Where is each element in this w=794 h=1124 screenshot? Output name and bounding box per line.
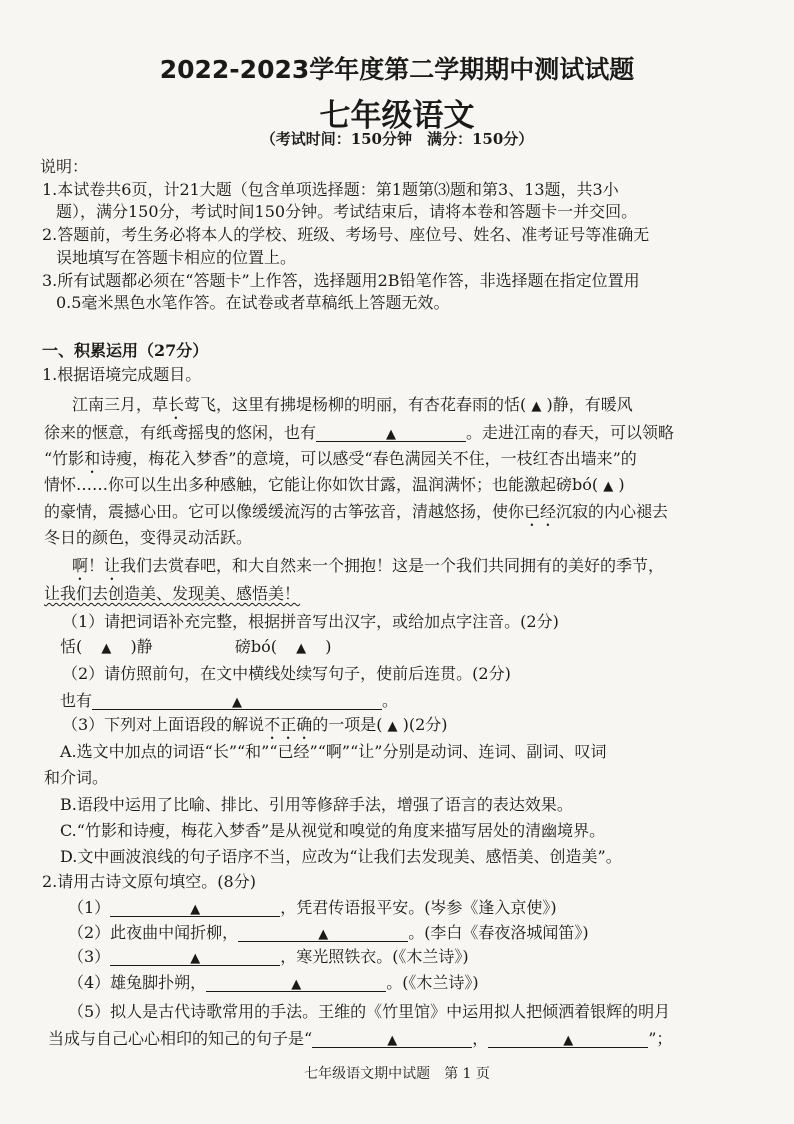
subquestion-2: （2）请仿照前句，在文中横线处续写句子，使前后连贯。(2分) (62, 664, 511, 683)
answer-triangle: ▲ (387, 719, 398, 734)
answer-blank[interactable] (206, 973, 386, 992)
poem-fill-5-answer: 当成与自己心心相印的知己的句子是“ ▲ ， ▲ ”； (48, 1029, 673, 1048)
subquestion-3: （3）下列对上面语段的解说不正确的一项是( ▲ )(2分) (62, 715, 448, 734)
option-c: C.“竹影和诗瘦，梅花入梦香”是从视觉和嗅觉的角度来描写居处的清幽境界。 (60, 821, 606, 840)
answer-triangle: ▲ (190, 951, 201, 966)
answer-triangle: ▲ (387, 1033, 398, 1048)
answer-blank[interactable] (110, 898, 280, 917)
answer-triangle: ▲ (531, 399, 542, 414)
passage-line-2: 徐来的惬意，有纸鸢摇曳的悠闲，也有 ▲ 。走进江南的春天，可以领略 (44, 423, 675, 442)
answer-triangle: ▲ (232, 695, 243, 710)
answer-blank[interactable] (316, 423, 466, 442)
answer-triangle: ▲ (563, 1033, 574, 1048)
passage-line-4: 情怀……你可以生出多种感触，它能让你如饮甘露，温润满怀；也能激起磅bó( ▲ ) (44, 475, 625, 494)
instruction-3a: 3.所有试题都必须在“答题卡”上作答，选择题用2B铅笔作答，非选择题在指定位置用 (42, 271, 640, 290)
page-footer: 七年级语文期中试题 第 1 页 (304, 1066, 490, 1082)
exam-info: （考试时间：150分钟 满分：150分） (260, 130, 534, 148)
answer-triangle: ▲ (291, 977, 302, 992)
answer-blank[interactable] (312, 1029, 472, 1048)
passage-line-8-wavy: 让我们去创造美、发现美、感悟美！ (44, 584, 301, 603)
instruction-1b: 题），满分150分，考试时间150分钟。考试结束后，请将本卷和答题卡一并交回。 (56, 202, 638, 221)
answer-triangle: ▲ (101, 641, 112, 656)
passage-line-1: 江南三月，草长莺飞，这里有拂堤杨柳的明丽，有杏花春雨的恬( ▲ )静，有暖风 (72, 395, 633, 414)
instructions-heading: 说明： (40, 157, 89, 176)
answer-triangle: ▲ (603, 479, 614, 494)
instruction-3b: 0.5毫米黑色水笔作答。在试卷或者草稿纸上答题无效。 (56, 293, 450, 312)
poem-fill-4: （4）雄兔脚扑朔， ▲ 。(《木兰诗》) (68, 973, 479, 992)
answer-triangle: ▲ (386, 427, 397, 442)
passage-line-6: 冬日的颜色，变得灵动活跃。 (44, 528, 253, 547)
answer-blank[interactable] (110, 947, 280, 966)
option-a-line2: 和介词。 (44, 768, 109, 787)
question-2-stem: 2.请用古诗文原句填空。(8分) (42, 872, 256, 891)
passage-line-5: 的豪情，震撼心田。它可以像缓缓流泻的古筝弦音，清越悠扬，使你已经沉寂的内心褪去 (44, 502, 669, 521)
passage-line-7: 啊！让我们去赏春吧，和大自然来一个拥抱！这是一个我们共同拥有的美好的季节， (72, 556, 665, 575)
answer-blank[interactable] (488, 1029, 648, 1048)
exam-title: 2022-2023学年度第二学期期中测试试题 (159, 55, 635, 84)
section-heading: 一、积累运用（27分） (42, 341, 209, 360)
passage-line-3: “竹影和诗瘦，梅花入梦香”的意境，可以感受“春色满园关不住，一枝红杏出墙来”的 (44, 449, 637, 468)
instruction-2a: 2.答题前，考生务必将本人的学校、班级、考场号、座位号、姓名、准考证号等准确无 (42, 225, 650, 244)
subject-title: 七年级语文 (319, 98, 475, 134)
subquestion-1: （1）请把词语补充完整，根据拼音写出汉字，或给加点字注音。(2分) (62, 612, 559, 631)
poem-fill-1: （1） ▲ ，凭君传语报平安。(岑参《逢入京使》) (68, 898, 557, 917)
instruction-1a: 1.本试卷共6页，计21大题（包含单项选择题：第1题第⑶题和第3、13题，共3小 (42, 180, 619, 199)
subquestion-2-answer: 也有 ▲ 。 (60, 691, 399, 710)
answer-triangle: ▲ (190, 902, 201, 917)
option-d: D.文中画波浪线的句子语序不当，应改为“让我们去发现美、感悟美、创造美”。 (60, 847, 622, 866)
option-b: B.语段中运用了比喻、排比、引用等修辞手法，增强了语言的表达效果。 (60, 795, 573, 814)
option-a-line1: A.选文中加点的词语“长”“和”“已经”“啊”“让”分别是动词、连词、副词、叹词 (60, 742, 607, 761)
poem-fill-3: （3） ▲ ，寒光照铁衣。(《木兰诗》) (68, 947, 469, 966)
poem-fill-5-prompt: （5）拟人是古代诗歌常用的手法。王维的《竹里馆》中运用拟人把倾洒着银辉的明月 (68, 1002, 671, 1021)
answer-triangle: ▲ (296, 641, 307, 656)
subquestion-1-blanks: 恬( ▲ )静 磅bó( ▲ ) (60, 637, 332, 656)
question-1-stem: 1.根据语境完成题目。 (42, 365, 202, 384)
poem-fill-2: （2）此夜曲中闻折柳， ▲ 。(李白《春夜洛城闻笛》) (68, 923, 589, 942)
answer-blank[interactable] (238, 923, 408, 942)
answer-blank[interactable] (92, 691, 382, 710)
answer-triangle: ▲ (318, 927, 329, 942)
instruction-2b: 误地填写在答题卡相应的位置上。 (56, 248, 297, 267)
